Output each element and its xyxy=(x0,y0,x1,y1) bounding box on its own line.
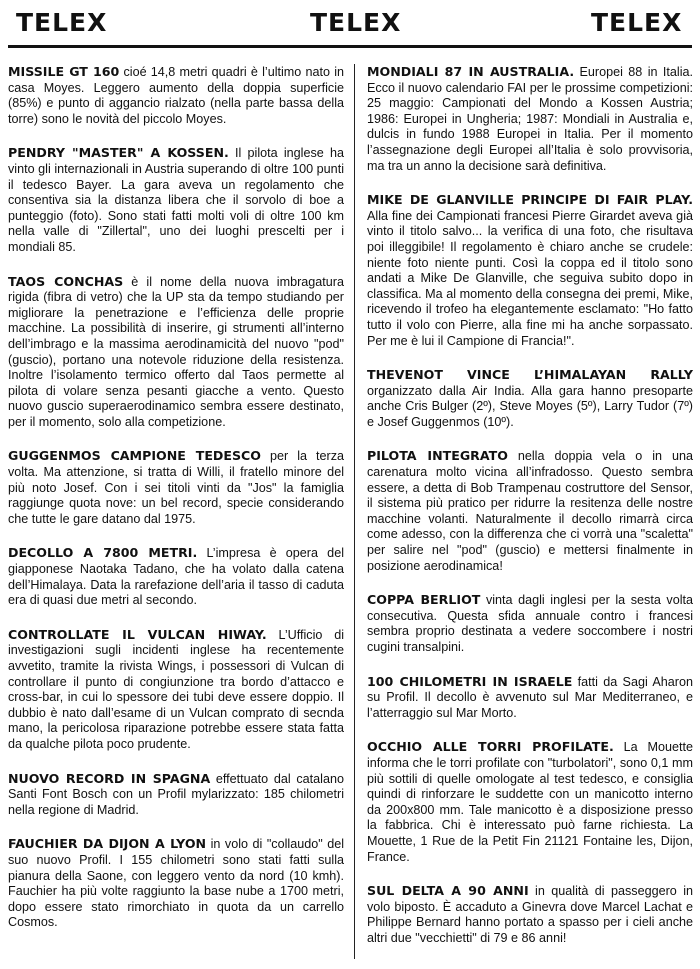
news-headline: GUGGENMOS CAMPIONE TEDESCO xyxy=(8,448,262,464)
news-item-israele xyxy=(367,674,693,722)
news-headline: PENDRY "MASTER" A KOSSEN. xyxy=(8,145,229,161)
news-item-decollo-7800 xyxy=(8,545,344,608)
news-item-torri-profilate xyxy=(367,739,693,865)
news-headline: PILOTA INTEGRATO xyxy=(367,448,508,464)
header-right-title: TELEX xyxy=(591,8,683,37)
news-headline: 100 CHILOMETRI IN ISRAELE xyxy=(367,673,573,689)
news-body: fatti da Sagi Aharon su Profil. Il decollo è avvenuto sul Mar Mediterraneo, e l’atterraggio sul Mar Morto. xyxy=(367,674,693,720)
news-headline: MONDIALI 87 IN AUSTRALIA. xyxy=(367,64,575,79)
news-headline: COPPA BERLIOT xyxy=(367,592,481,608)
news-item-record-spagna xyxy=(8,771,344,819)
news-item-fauchier xyxy=(8,836,344,931)
news-body: in qualità di passeggero in volo biposto. È accaduto a Ginevra dove Marcel Lachat e Philippe Bernard hanno portato a spasso per i cieli anche altri due "vecchietti" di 79 e 86 anni! xyxy=(367,884,694,945)
news-body: L’impresa è opera del giapponese Naotaka Tadano, che ha volato dalla catena dell’Himalaya. Data la rarefazione dell’aria il tasso di caduta era di quasi due metri al secondo. xyxy=(8,546,344,608)
news-item-vulcan-hiway xyxy=(8,627,344,753)
news-headline: SUL DELTA A 90 ANNI xyxy=(367,883,529,899)
news-item-guggenmos xyxy=(8,448,344,527)
news-item-mondiali-87 xyxy=(367,64,693,174)
news-body: vinta dagli inglesi per la sesta volta consecutiva. Questa sfida annuale contro i francesi sembra proprio destinata a vedere soccombere i nostri cugini transalpini. xyxy=(367,593,693,654)
news-item-thevenot xyxy=(367,367,693,430)
news-body: nella doppia vela o in una carenatura molto vicina all’infradosso. Questo sembra essere, a detta di Bob Trampenau costruttore del Sensor, il sistema più pratico per ridurre la resitenza delle nostre macchine volanti. Naturalmente il decollo rimarrà circa come adesso, con la differenza che ci vorrà una "scaletta" per salire nel "pod" (guscio) e mettersi finalmente in posizione aerodinamica! xyxy=(367,449,693,573)
news-headline: TAOS CONCHAS xyxy=(8,273,124,289)
news-body: è il nome della nuova imbragatura rigida (fibra di vetro) che la UP sta da tempo studiando per migliorare la penetrazione e l’efficienza delle proprie macchine. La possibilità di inserire, gi strumenti all’interno dell’imbrago e la massima aerodinamicità del nuovo "pod" (guscio), portano una notevole riduzione della resistenza. Inoltre l’isolamento termico offerto dal Taos permette al pilota di volare senza pesanti giacche a vento. Questo nuovo guscio superaerodinamico sembra essere destinato, per il momento, solo alla competizione. xyxy=(8,274,344,429)
news-body: Europei 88 in Italia. Ecco il nuovo calendario FAI per le prossime competizioni: 25 maggio: Campionati del Mondo a Kossen Austria; 1986: Europei in Ungheria; 1987: Mondiali in Australia e, dulcis in fundo 1988 Europei in Italia. Per il momento l’assegnazione degli Europei all’Italia è solo provvisoria, ma tra un anno la decisione sarà definitiva. xyxy=(367,65,693,173)
news-headline: CONTROLLATE IL VULCAN HIWAY. xyxy=(8,626,267,642)
news-body: organizzato dalla Air India. Alla gara hanno presoparte anche Cris Bulger (2º), Steve Moyes (5º), Larry Tudor (7º) e Josef Guggenmos (10º). xyxy=(367,383,693,429)
left-column xyxy=(8,64,344,949)
column-divider xyxy=(354,64,355,959)
news-body: per la terza volta. Ma attenzione, si tratta di Willi, il fratello minore del più noto Josef. Con i sei titoli vinti da "Jos" la famiglia raggiunge quota nove: un bel record, specie considerando che tutte le gare datano dal 1975. xyxy=(8,449,345,526)
news-item-missile-gt-160 xyxy=(8,64,344,127)
news-body: cioé 14,8 metri quadri è l’ultimo nato in casa Moyes. Leggero aumento della doppia superficie (85%) e punto di aggancio rialzato (nella parte bassa della torre) sono le novità del piccolo Moyes. xyxy=(8,65,344,126)
news-item-pilota-integrato xyxy=(367,448,693,574)
news-headline: MISSILE GT 160 xyxy=(8,64,120,79)
news-body: Alla fine dei Campionati francesi Pierre Girardet aveva già vinto il titolo salvo... la verifica di una foto, che risultava poi illeggibile! Il regolamento è chiaro anche se crudele: niente foto niente punti. Così la coppa ed il titolo sono andati a Mike De Glanville, che seguiva subito dopo in classifica. Ma al momento della consegna dei premi, Mike, ricevendo il trofeo ha elegantemente esclamato: "Ho fatto tutto il volo con Pierre, alla fine mi ha anche sorpassato. Per me è lui il Campione di Francia!". xyxy=(367,208,693,348)
news-headline: MIKE DE GLANVILLE PRINCIPE DI FAIR PLAY. xyxy=(367,192,693,208)
news-body: L’Ufficio di investigazioni sugli incidenti inglese ha recentemente avvetito, tramite la rivista Wings, i possessori di Vulcan di controllare il punto di congiunzione tra bordo d’attacco e cross-bar, in cui lo spessore dei tubi deve essere doppio. Il dubbio è nato dall’esame di un Vulcan comprato di secnda mano, la pericolosa riparazione potrebbe essere stata fatta da qualche pilota poco prudente. xyxy=(8,627,344,751)
news-body: La Mouette informa che le torri profilate con "turbolatori", sono 0,1 mm più sottili di quelle omologate al test tedesco, e consiglia quindi di rinforzare le suddette con un manicotto interno da 200x800 mm. Tale manicotto è a disposizione presso la fabbrica. Chi è interessato può farne richiesta. La Mouette, 1 Rue de la Petit Fin 21121 Fontaine les, Dijon, France. xyxy=(367,740,694,864)
news-body: effettuato dal catalano Santi Font Bosch con un Profil mylarizzato: 185 chilometri nella regione di Madrid. xyxy=(8,771,344,817)
news-item-de-glanville xyxy=(367,192,693,349)
news-headline: FAUCHIER DA DIJON A LYON xyxy=(8,836,207,852)
news-item-taos-conchas xyxy=(8,274,344,431)
news-item-pendry-master xyxy=(8,145,344,255)
news-item-coppa-berliot xyxy=(367,592,693,655)
right-column xyxy=(367,64,693,965)
header-rule xyxy=(8,45,692,48)
header-center-title: TELEX xyxy=(310,8,402,37)
news-headline: NUOVO RECORD IN SPAGNA xyxy=(8,770,211,786)
news-body: Il pilota inglese ha vinto gli internazionali in Austria superando di oltre 100 punti il tedesco Bayer. La gara aveva un regolamento che consentiva sia la distanza libera che il sorvolo di boe a punteggio (foto). Sono stati fatti molti voli di oltre 100 km nella valle di "Zillertal", uno dei luoghi prescelti per i mondiali 85. xyxy=(8,146,344,254)
page-header xyxy=(0,0,700,50)
news-body: in volo di "collaudo" del suo nuovo Profil. I 155 chilometri sono stati fatti sulla pianura della Saone, con leggero vento da nord (10 kmh). Fauchier ha più volte raggiunto la base nube a 1700 metri, dopo essere stato rimorchiato in quota da un carrello Cosmos. xyxy=(8,837,344,930)
news-headline: OCCHIO ALLE TORRI PROFILATE. xyxy=(367,739,614,755)
news-item-delta-90-anni xyxy=(367,883,693,946)
header-left-title: TELEX xyxy=(16,8,108,37)
news-headline: DECOLLO A 7800 METRI. xyxy=(8,545,198,561)
news-headline: THEVENOT VINCE L’HIMALAYAN RALLY xyxy=(367,367,693,383)
